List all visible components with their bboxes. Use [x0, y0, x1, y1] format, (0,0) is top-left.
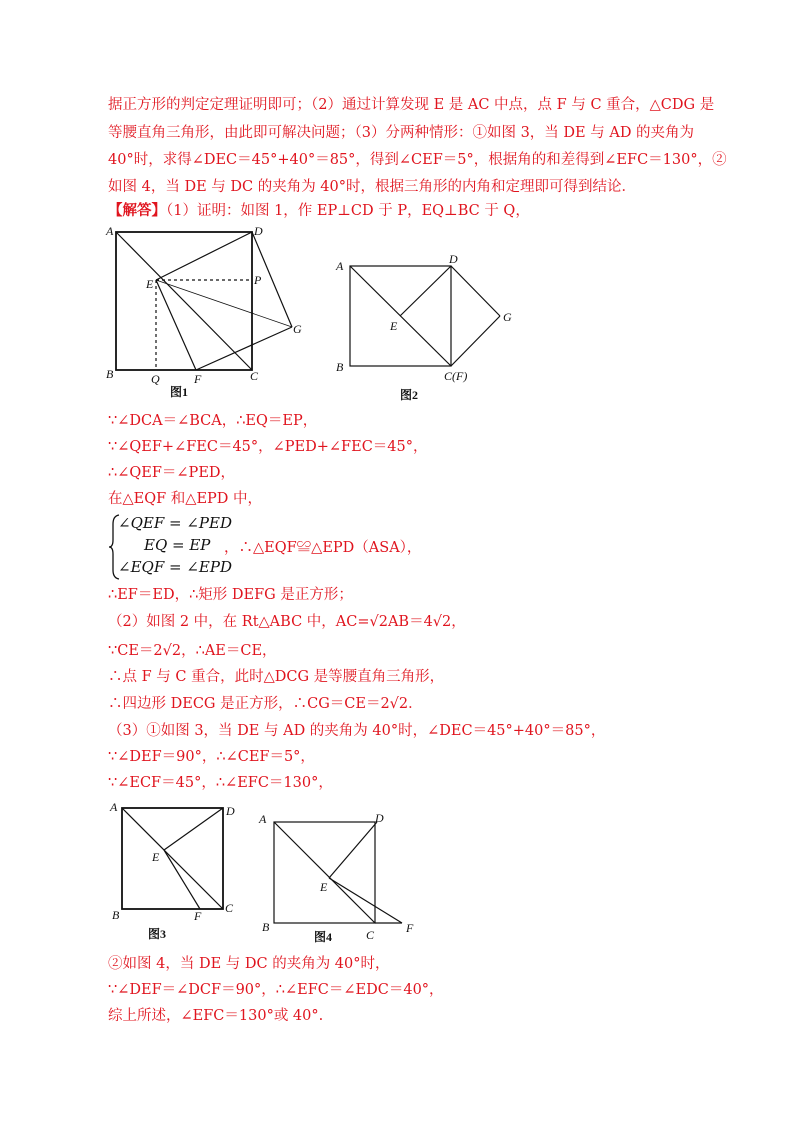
fig1-label-a: A — [106, 224, 114, 238]
answer-heading: 【解答】 — [108, 202, 166, 219]
line-8: ∴∠QEF＝∠PED， — [108, 465, 236, 481]
figure-1 — [104, 222, 309, 402]
fig1-label-f: F — [194, 372, 202, 386]
line-10: ∴EF＝ED，∴矩形 DEFG 是正方形； — [108, 587, 353, 603]
fig1-caption: 图1 — [170, 385, 189, 399]
fig3-label-f: F — [194, 909, 202, 923]
line-14: ∴四边形 DECG 是正方形，∴CG＝CE＝2√2． — [108, 696, 423, 712]
fig2-label-b: B — [336, 360, 344, 374]
fig4-label-c: C — [366, 928, 375, 942]
fig4-label-f: F — [406, 921, 414, 935]
fig1-label-b: B — [106, 367, 114, 381]
fig3-label-e: E — [152, 850, 160, 864]
system-row-2: EQ = EP — [144, 536, 211, 554]
system-row-3: ∠EQF = ∠EPD — [118, 558, 232, 576]
figure-3 — [108, 798, 243, 946]
fig2-caption: 图2 — [400, 388, 419, 402]
line-17: ∵∠ECF＝45°，∴∠EFC＝130°， — [108, 775, 333, 791]
fig3-caption: 图3 — [148, 927, 167, 941]
fig3-label-b: B — [112, 908, 120, 922]
line-18: ②如图 4，当 DE 与 DC 的夹角为 40°时， — [108, 956, 390, 972]
line-4: 如图 4，当 DE 与 DC 的夹角为 40°时，根据三角形的内角和定理即可得到结论． — [108, 179, 637, 195]
fig1-label-d: D — [254, 224, 263, 238]
fig4-label-b: B — [262, 920, 270, 934]
fig3-label-c: C — [225, 901, 234, 915]
fig4-caption: 图4 — [314, 930, 333, 944]
line-12: ∵CE＝2√2，∴AE＝CE， — [108, 643, 277, 659]
fig4-label-e: E — [320, 880, 328, 894]
line-9: 在△EQF 和△EPD 中， — [108, 491, 263, 507]
line-13: ∴点 F 与 C 重合，此时△DCG 是等腰直角三角形， — [108, 669, 445, 685]
fig2-label-e: E — [390, 319, 398, 333]
fig2-label-cf: C(F) — [444, 369, 468, 383]
line-19: ∵∠DEF＝∠DCF＝90°，∴∠EFC＝∠EDC＝40°， — [108, 982, 444, 998]
answer-line — [108, 201, 530, 221]
answer-text: （1）证明：如图 1，作 EP⊥CD 于 P，EQ⊥BC 于 Q， — [166, 203, 530, 219]
fig1-label-g: G — [293, 322, 302, 336]
figure-2 — [330, 250, 530, 405]
fig1-label-p: P — [254, 273, 262, 287]
line-2: 等腰直角三角形，由此即可解决问题；（3）分两种情形：①如图 3，当 DE 与 AD 的夹角为 — [108, 125, 695, 141]
figure-4 — [256, 808, 426, 948]
line-1: 据正方形的判定定理证明即可；（2）通过计算发现 E 是 AC 中点，点 F 与 C 重合，△CDG 是 — [108, 97, 715, 113]
line-3: 40°时，求得∠DEC＝45°+40°＝85°，得到∠CEF＝5°，根据角的和差得到∠EFC＝130°，② — [108, 152, 727, 168]
fig4-label-d: D — [375, 811, 384, 825]
line-7: ∵∠QEF+∠FEC＝45°，∠PED+∠FEC＝45°， — [108, 439, 428, 455]
line-20: 综上所述，∠EFC＝130°或 40°. — [108, 1008, 324, 1024]
line-6: ∵∠DCA＝∠BCA，∴EQ＝EP， — [108, 413, 318, 429]
fig2-label-g: G — [503, 310, 512, 324]
fig4-label-a: A — [259, 812, 267, 826]
fig2-label-a: A — [336, 259, 344, 273]
fig2-label-d: D — [449, 252, 458, 266]
line-11: （2）如图 2 中，在 Rt△ABC 中，AC=√2AB＝4√2， — [108, 614, 466, 630]
system-conclusion: ，∴△EQF≌△EPD（ASA）， — [224, 540, 422, 556]
system-row-1: ∠QEF = ∠PED — [118, 514, 232, 532]
line-15: （3）①如图 3，当 DE 与 AD 的夹角为 40°时，∠DEC＝45°+40°＝85°， — [108, 723, 606, 739]
line-16: ∵∠DEF＝90°，∴∠CEF＝5°， — [108, 749, 315, 765]
fig1-label-c: C — [250, 369, 259, 383]
fig1-label-e: E — [146, 277, 154, 291]
fig1-label-q: Q — [151, 372, 160, 386]
fig3-label-d: D — [226, 804, 235, 818]
fig3-label-a: A — [110, 800, 118, 814]
